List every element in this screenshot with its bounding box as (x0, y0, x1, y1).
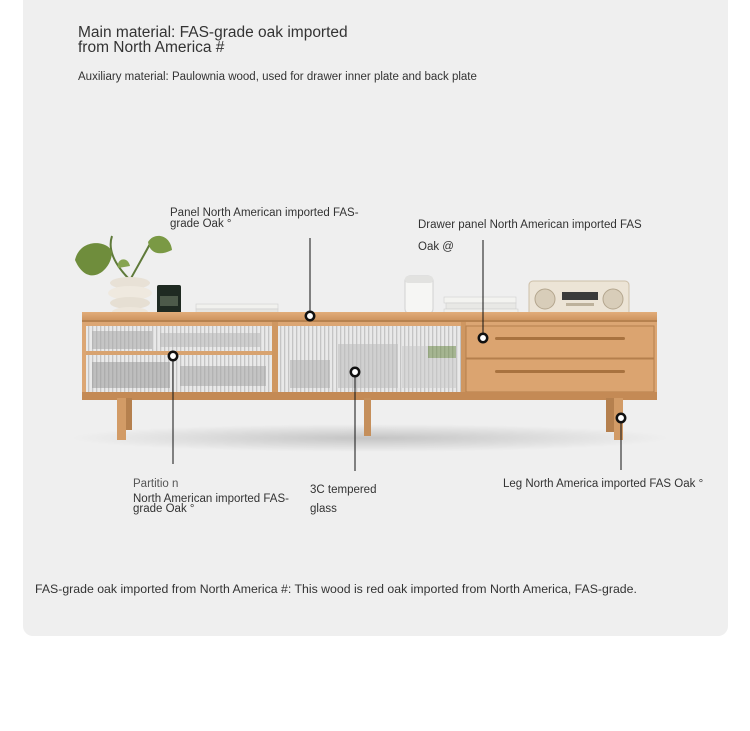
partition-panel (272, 322, 278, 397)
partition-callout (133, 477, 308, 514)
drawer-callout: Drawer panel North American imported FAS Oak @ (418, 219, 642, 253)
cabinet-leg (117, 398, 126, 440)
main-material-title: Main material: FAS-grade oak imported from North America # (78, 24, 348, 56)
partition-callout-head: Partitio n (133, 478, 179, 490)
drawer-handle (495, 337, 625, 340)
drawer-top (466, 326, 654, 358)
panel-callout: Panel North American imported FAS-grade Oak ° (170, 207, 359, 230)
cabinet-leg (364, 398, 371, 436)
shelf-divider (86, 351, 272, 355)
smart-speaker-icon (405, 276, 433, 314)
leg-callout: Leg North America imported FAS Oak ° (503, 478, 704, 490)
drawer-bottom (466, 359, 654, 392)
drawer-handle (495, 370, 625, 373)
glass-callout: 3C tempered glass (310, 484, 377, 515)
partition-marker (169, 352, 177, 360)
glass-marker (351, 368, 359, 376)
partition-callout-body: North American imported FAS-grade Oak ° (133, 493, 289, 515)
drawer-marker (479, 334, 487, 342)
panel-marker (306, 312, 314, 320)
fas-grade-footnote: FAS-grade oak imported from North America #: This wood is red oak imported from North America, FAS-grade. (35, 582, 637, 596)
auxiliary-material-text: Auxiliary material: Paulownia wood, used for drawer inner plate and back plate (78, 71, 477, 83)
radio-icon (529, 281, 629, 316)
leg-marker (617, 414, 625, 422)
